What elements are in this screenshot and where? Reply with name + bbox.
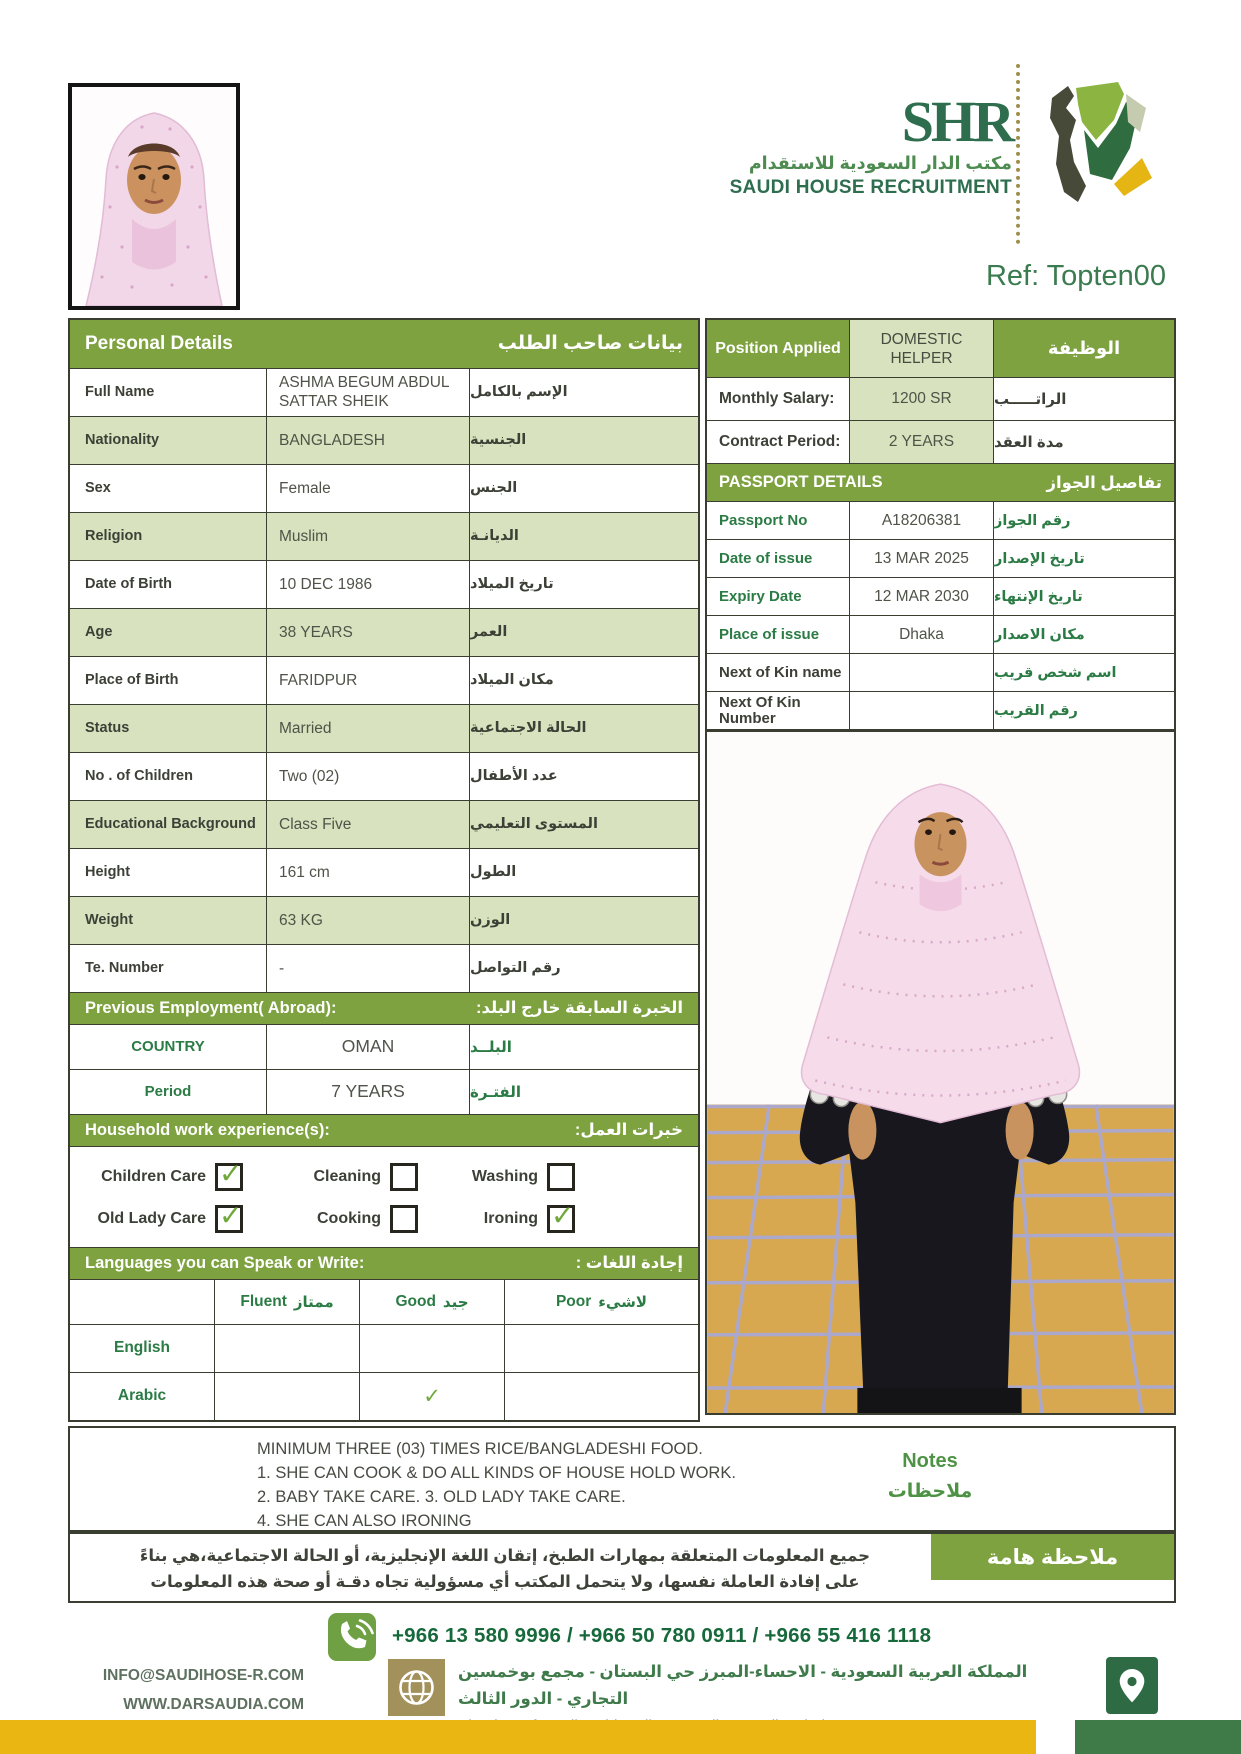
important-note-text <box>80 1543 930 1595</box>
previous-employment-title-ar: الخبرة السابقة خارج البلد: <box>476 999 683 1017</box>
level-label-en: Fluent <box>240 1292 287 1310</box>
field-label-ar: المستوى التعليمي <box>470 816 598 832</box>
checkbox <box>215 1199 243 1233</box>
notes-line: 2. BABY TAKE CARE. 3. OLD LADY TAKE CARE. <box>257 1488 626 1506</box>
notes-label-ar: ملاحظات <box>887 1481 973 1502</box>
checkbox-label: Washing <box>471 1167 538 1185</box>
table-row <box>70 848 698 896</box>
field-label: Weight <box>85 912 134 928</box>
notes-line: 4. SHE CAN ALSO IRONING <box>257 1512 472 1530</box>
field-label-ar: تاريخ الإنتهاء <box>994 588 1083 605</box>
field-label-ar: رقم الجواز <box>994 512 1071 529</box>
languages-title-ar: إجادة اللغات : <box>575 1254 683 1272</box>
passport-details-header <box>707 463 1174 501</box>
field-label-ar: عدد الأطفال <box>470 768 558 784</box>
field-value <box>849 692 994 729</box>
table-row <box>70 704 698 752</box>
language-level-good <box>359 1280 504 1324</box>
field-label: Religion <box>85 528 143 544</box>
important-note-section <box>68 1532 1176 1603</box>
field-label: Age <box>85 624 113 640</box>
website-url: WWW.DARSAUDIA.COM <box>123 1696 304 1713</box>
shr-monogram: SHR <box>901 89 1012 154</box>
field-label-ar: تاريخ الإصدار <box>994 550 1085 567</box>
level-label-ar: لاشيء <box>598 1293 648 1311</box>
footer-green-bar <box>1075 1720 1241 1754</box>
languages-column-headers <box>70 1279 698 1324</box>
field-label-ar: رقم القريب <box>994 702 1078 719</box>
checkbox-label: Children Care <box>101 1167 206 1185</box>
level-label-en: Poor <box>555 1292 592 1310</box>
notes-label <box>835 1445 1025 1507</box>
checkbox-label: Cooking <box>317 1209 381 1227</box>
table-row <box>70 416 698 464</box>
saudi-map-logo-icon <box>1026 74 1168 220</box>
important-note-line: على إفادة العاملة نفسها، ولا يتحمل المكتب أي مسؤولية تجاه دقـة أو صحة هذه المعلومات <box>150 1573 860 1591</box>
experience-children-care <box>97 1157 243 1191</box>
footer-gold-bar <box>0 1720 1036 1754</box>
languages-empty-header <box>70 1280 214 1324</box>
check-icon: ✓ <box>219 1157 243 1189</box>
field-label-ar: الجنسية <box>470 432 527 448</box>
check-icon: ✓ <box>219 1199 243 1231</box>
table-row <box>70 800 698 848</box>
household-experience-title-ar: خبرات العمل: <box>574 1121 683 1139</box>
language-mark-cell <box>504 1373 698 1420</box>
passport-details-title-ar: تفاصيل الجواز <box>1046 473 1162 492</box>
checkbox <box>547 1199 575 1233</box>
important-note-label: ملاحظة هامة <box>931 1534 1174 1580</box>
table-row <box>707 653 1174 691</box>
field-label: Next Of Kin Number <box>719 693 801 727</box>
field-value: ASHMA BEGUM ABDUL SATTAR SHEIK <box>266 369 470 416</box>
field-value: 161 cm <box>266 849 470 896</box>
table-row <box>70 656 698 704</box>
notes-label-en: Notes <box>902 1450 958 1472</box>
field-value <box>849 654 994 691</box>
language-mark-cell <box>504 1325 698 1372</box>
language-row-arabic <box>70 1372 698 1420</box>
household-experience-header <box>70 1114 698 1146</box>
field-label-ar: الوزن <box>470 912 511 928</box>
table-row <box>70 512 698 560</box>
field-value: Female <box>266 465 470 512</box>
table-row <box>70 896 698 944</box>
field-value: 1200 SR <box>849 378 994 420</box>
position-passport-table <box>705 318 1176 731</box>
position-applied-label: Position Applied <box>707 320 849 377</box>
field-value: Two (02) <box>266 753 470 800</box>
company-logo <box>628 89 1012 199</box>
personal-details-title-en: Personal Details <box>85 332 233 354</box>
checkbox-label: Ironing <box>483 1209 538 1227</box>
address-arabic: المملكة العربية السعودية - الاحساء-المبرز حي البستان - مجمع بوخمسين التجاري - الدور الثالث <box>458 1663 1028 1708</box>
field-label-ar: الإسم بالكامل <box>470 384 568 400</box>
language-level-poor <box>504 1280 698 1324</box>
field-label: Full Name <box>85 384 155 400</box>
notes-text <box>257 1437 736 1533</box>
table-row <box>707 377 1174 420</box>
field-value: 12 MAR 2030 <box>849 578 994 615</box>
field-label: COUNTRY <box>131 1038 205 1055</box>
household-experience-title-en: Household work experience(s): <box>85 1120 330 1139</box>
field-value: - <box>266 945 470 992</box>
phone-icon <box>328 1613 376 1661</box>
checkbox-label: Cleaning <box>313 1167 381 1185</box>
field-label: Next of Kin name <box>719 663 842 681</box>
field-label: Monthly Salary: <box>719 390 835 407</box>
experience-ironing <box>474 1199 575 1233</box>
personal-details-header <box>70 320 698 368</box>
language-level-fluent <box>214 1280 359 1324</box>
field-value: OMAN <box>266 1025 470 1069</box>
table-row <box>707 615 1174 653</box>
important-note-line: جميع المعلومات المتعلقة بمهارات الطبخ، إتقان اللغة الإنجليزية، أو الحالة الاجتماعية،هي بناءً <box>139 1547 871 1565</box>
company-name-english: SAUDI HOUSE RECRUITMENT <box>729 177 1012 198</box>
position-applied-row <box>707 320 1174 377</box>
field-label-ar: العمر <box>470 624 508 640</box>
languages-header <box>70 1247 698 1279</box>
field-value: A18206381 <box>849 502 994 539</box>
field-value: 10 DEC 1986 <box>266 561 470 608</box>
level-label-en: Good <box>395 1292 436 1310</box>
language-mark-cell <box>214 1325 359 1372</box>
experience-old-lady-care <box>97 1199 243 1233</box>
table-row <box>70 752 698 800</box>
field-label: Status <box>85 720 130 736</box>
table-row <box>70 560 698 608</box>
notes-line: 1. SHE CAN COOK & DO ALL KINDS OF HOUSE HOLD WORK. <box>257 1464 736 1482</box>
field-label: Expiry Date <box>719 587 802 605</box>
passport-details-title-en: PASSPORT DETAILS <box>719 473 883 491</box>
language-name: English <box>114 1339 170 1356</box>
globe-icon <box>388 1659 445 1716</box>
field-label-ar: الجنس <box>470 480 518 496</box>
field-value: 13 MAR 2025 <box>849 540 994 577</box>
field-value: 7 YEARS <box>266 1070 470 1114</box>
field-label: Period <box>144 1083 192 1100</box>
passport-photo-image <box>72 87 236 306</box>
field-label: Passport No <box>719 511 808 529</box>
level-label-ar: جيد <box>442 1293 469 1311</box>
field-value: FARIDPUR <box>266 657 470 704</box>
checkbox-row <box>97 1201 698 1237</box>
passport-photo <box>68 83 240 310</box>
language-name: Arabic <box>117 1387 167 1404</box>
checkbox <box>390 1205 418 1233</box>
full-body-photo-image <box>707 732 1174 1413</box>
contact-links <box>76 1661 304 1719</box>
field-value: Dhaka <box>849 616 994 653</box>
field-label-ar: اسم شخص قريب <box>994 664 1117 681</box>
field-value: Class Five <box>266 801 470 848</box>
languages-title-en: Languages you can Speak or Write: <box>85 1253 365 1272</box>
phone-numbers: +966 13 580 9996 / +966 50 780 0911 / +966 55 416 1118 <box>392 1624 932 1647</box>
field-label-ar: تاريخ الميلاد <box>470 576 554 592</box>
field-label-ar: مكان الميلاد <box>470 672 554 688</box>
field-label: Date of Birth <box>85 576 172 592</box>
checkbox-label: Old Lady Care <box>97 1209 206 1227</box>
checkbox <box>547 1163 575 1191</box>
field-label: Height <box>85 864 131 880</box>
field-label: Sex <box>85 480 111 496</box>
household-experience-checkboxes <box>70 1146 698 1247</box>
checkbox-row <box>97 1159 698 1195</box>
previous-employment-title-en: Previous Employment( Abroad): <box>85 998 337 1017</box>
field-value: Muslim <box>266 513 470 560</box>
field-label-ar: مدة العقد <box>994 434 1064 451</box>
field-label: Date of issue <box>719 549 813 567</box>
table-row <box>70 464 698 512</box>
field-label-ar: البلــد <box>470 1038 512 1056</box>
field-label: Place of Birth <box>85 672 179 688</box>
notes-line: MINIMUM THREE (03) TIMES RICE/BANGLADESHI FOOD. <box>257 1440 703 1458</box>
reference-number: Ref: Topten00 <box>985 260 1166 292</box>
experience-cooking <box>315 1205 418 1233</box>
field-value: 63 KG <box>266 897 470 944</box>
field-label-ar: مكان الاصدار <box>994 626 1085 643</box>
full-body-photo <box>705 730 1176 1415</box>
field-label-ar: الطول <box>470 864 517 880</box>
field-label-ar: الراتـــــب <box>994 391 1067 408</box>
field-value: 38 YEARS <box>266 609 470 656</box>
table-row <box>707 691 1174 729</box>
table-row <box>707 420 1174 463</box>
dotted-divider <box>1016 64 1020 244</box>
field-value: BANGLADESH <box>266 417 470 464</box>
experience-washing <box>471 1163 575 1191</box>
check-icon: ✓ <box>551 1199 575 1231</box>
table-row <box>707 577 1174 615</box>
table-row <box>70 368 698 416</box>
position-applied-label-ar: الوظيفة <box>994 320 1174 377</box>
level-label-ar: ممتاز <box>293 1293 334 1311</box>
field-label-ar: الحالة الاجتماعية <box>470 720 587 736</box>
table-row <box>70 944 698 992</box>
email-address: INFO@SAUDIHOSE-R.COM <box>102 1667 304 1684</box>
checkbox <box>215 1157 243 1191</box>
language-mark-cell <box>359 1325 504 1372</box>
personal-details-title-ar: بيانات صاحب الطلب <box>497 333 683 355</box>
field-label: No . of Children <box>85 768 193 784</box>
language-mark-cell <box>214 1373 359 1420</box>
language-row-english <box>70 1324 698 1372</box>
table-row <box>70 1024 698 1069</box>
company-name-arabic: مكتب الدار السعودية للاستقدام <box>748 153 1012 173</box>
field-label: Contract Period: <box>719 433 841 450</box>
personal-details-table <box>68 318 700 1422</box>
field-label: Place of issue <box>719 625 820 643</box>
field-label: Nationality <box>85 432 160 448</box>
position-applied-value: DOMESTIC HELPER <box>849 320 994 377</box>
field-label-ar: الفتـرة <box>470 1083 522 1101</box>
previous-employment-header <box>70 992 698 1024</box>
checkbox <box>390 1163 418 1191</box>
language-mark-cell: ✓ <box>359 1373 504 1420</box>
notes-section <box>68 1426 1176 1532</box>
table-row <box>707 539 1174 577</box>
field-label: Educational Background <box>85 816 256 832</box>
field-value: Married <box>266 705 470 752</box>
location-pin-icon <box>1106 1657 1158 1714</box>
table-row <box>70 1069 698 1114</box>
field-label-ar: رقم التواصل <box>470 960 561 976</box>
table-row <box>707 501 1174 539</box>
field-label: Te. Number <box>85 960 164 976</box>
field-label-ar: الديانـة <box>470 528 519 544</box>
field-value: 2 YEARS <box>849 421 994 463</box>
experience-cleaning <box>315 1163 418 1191</box>
table-row <box>70 608 698 656</box>
